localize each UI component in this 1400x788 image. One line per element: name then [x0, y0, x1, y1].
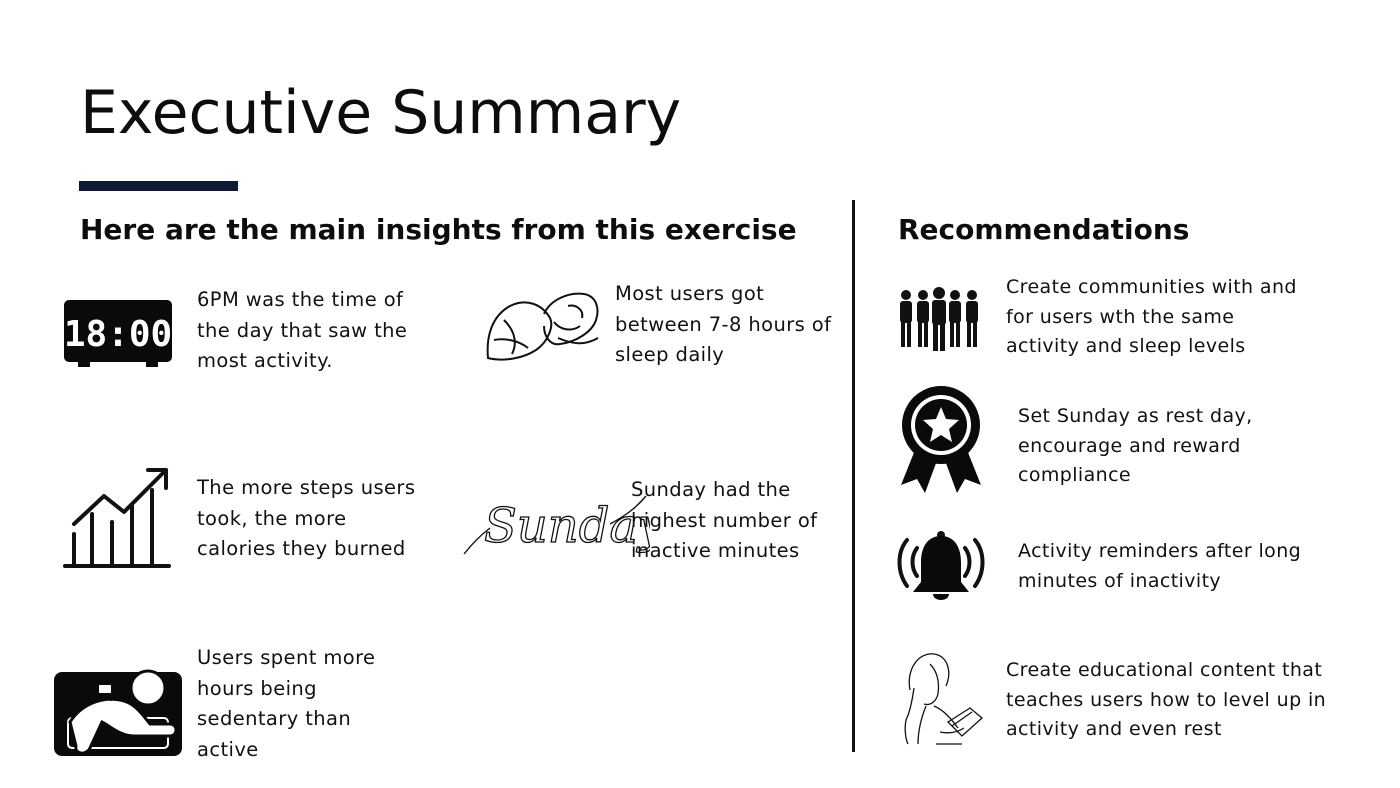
digital-clock-icon [62, 298, 174, 374]
ringing-bell-icon [893, 530, 989, 614]
insight-text-sedentary: Users spent more hours being sedentary than active [197, 646, 376, 761]
recommendations-heading: Recommendations [898, 213, 1190, 246]
sleeping-person-icon [484, 286, 602, 370]
recommendation-text-educational: Create educational content that teaches users how to level up in activity and even rest [1006, 659, 1327, 740]
insights-heading: Here are the main insights from this exercise [80, 213, 797, 246]
vertical-divider [852, 200, 855, 752]
clock-display-text: 18:00 [63, 314, 173, 355]
recommendation-text-communities: Create communities with and for users wth the same activity and sleep levels [1006, 276, 1297, 357]
insight-text-peak-time: 6PM was the time of the day that saw the most activity. [197, 288, 408, 372]
page-title: Executive Summary [80, 78, 682, 148]
insight-text-sleep: Most users got between 7-8 hours of sleep daily [615, 282, 832, 366]
award-badge-icon [899, 385, 983, 497]
community-people-icon [896, 285, 982, 357]
reading-person-icon [900, 650, 988, 750]
insight-text-sunday: Sunday had the highest number of inactive minutes [631, 478, 818, 562]
couch-person-icon [50, 662, 186, 766]
recommendation-text-reminders: Activity reminders after long minutes of inactivity [1018, 540, 1302, 592]
sunday-script-text: Sunday [484, 498, 650, 554]
recommendation-text-rest-day: Set Sunday as rest day, encourage and reward compliance [1018, 405, 1253, 486]
insight-text-steps-calories: The more steps users took, the more calories they burned [197, 476, 416, 560]
sunday-script-icon [460, 474, 650, 568]
title-underline [79, 181, 238, 191]
growth-chart-icon [62, 464, 172, 574]
